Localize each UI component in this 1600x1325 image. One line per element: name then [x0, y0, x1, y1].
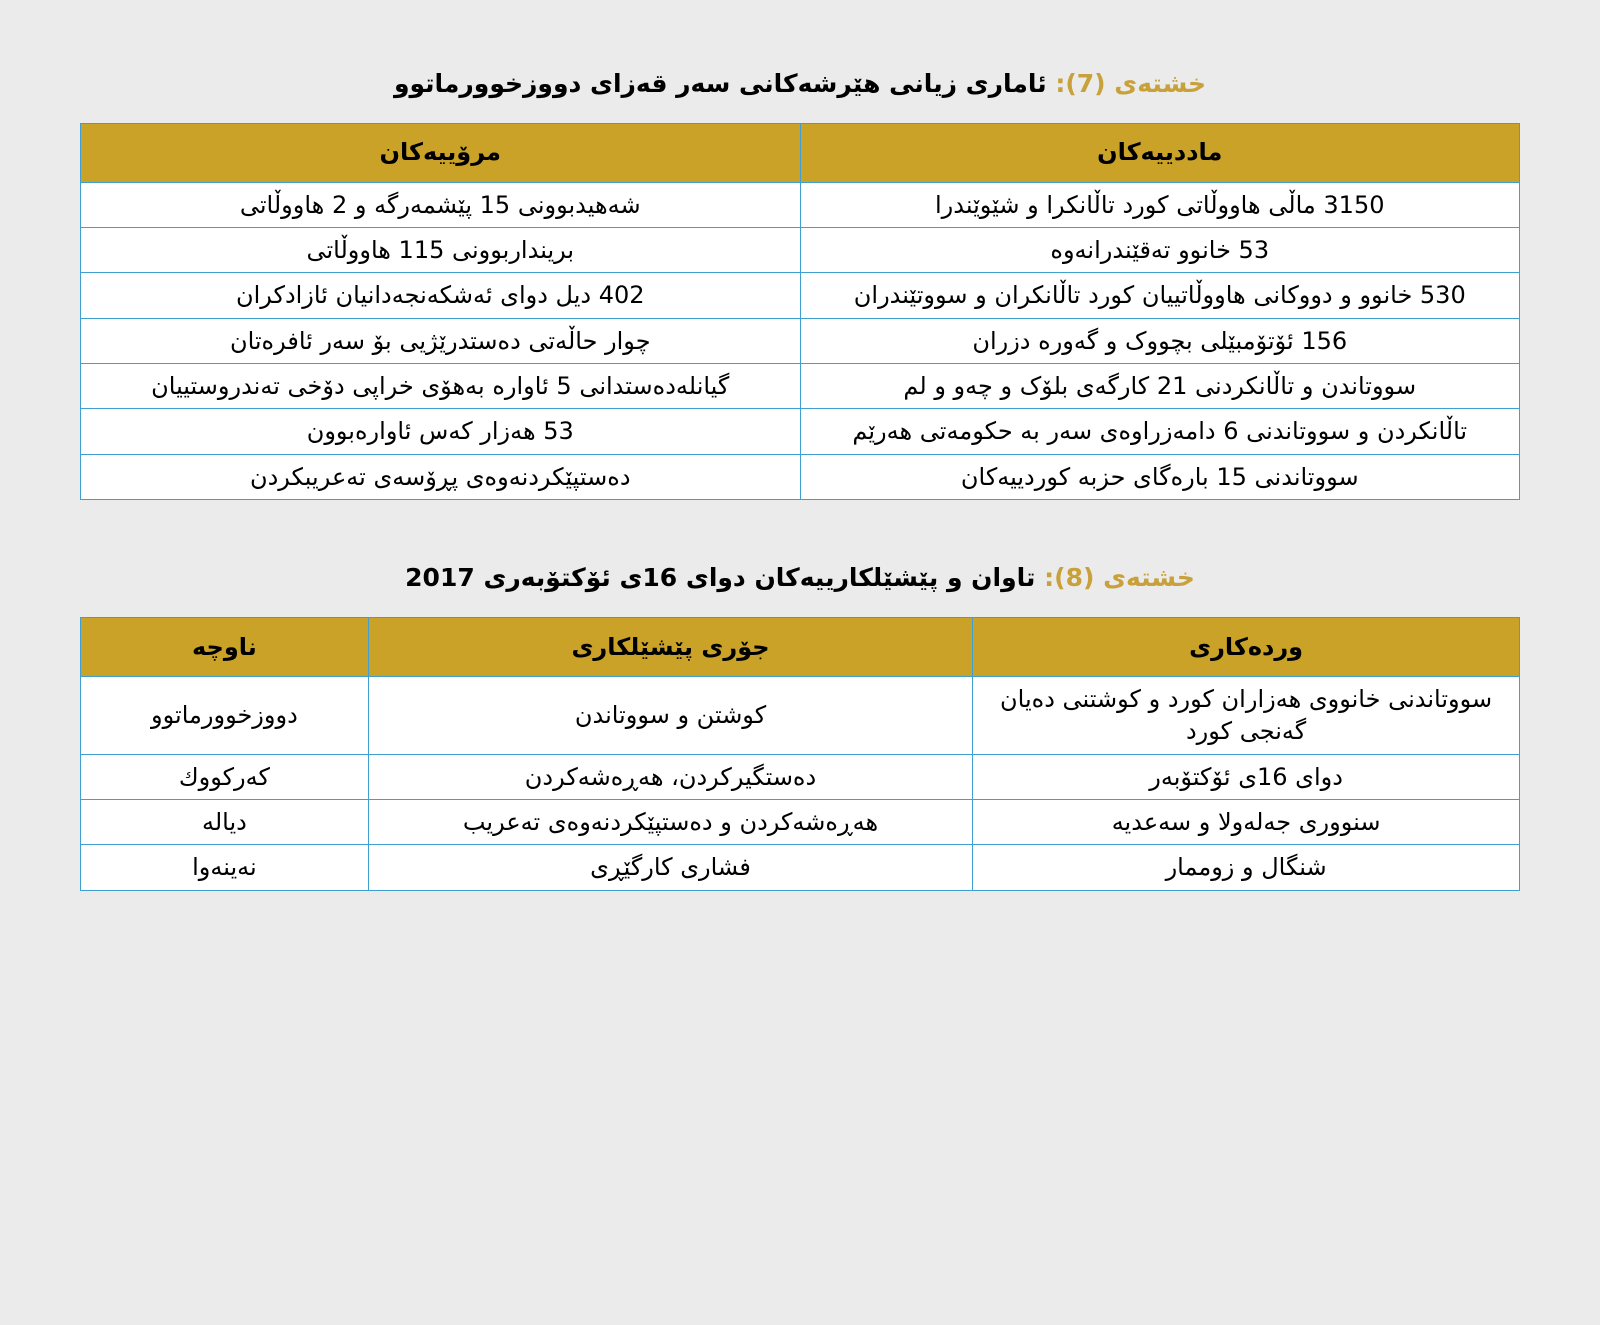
table-7-cell-human: 53 هەزار کەس ئاوارەبوون: [81, 409, 801, 454]
table-row: [81, 409, 1520, 454]
table-row: [81, 318, 1520, 363]
table-7-head: [81, 123, 1520, 182]
table-7-cell-human: چوار حاڵەتی دەستدرێژیی بۆ سەر ئافرەتان: [81, 318, 801, 363]
table-8-caption-text: تاوان و پێشێلکارییەکان دوای 16ی ئۆکتۆبەری 2017: [405, 563, 1045, 593]
table-7-cell-human: برینداربوونی 115 هاووڵاتی: [81, 227, 801, 272]
table-8: [80, 617, 1520, 891]
table-7-header-row: [81, 123, 1520, 182]
table-8-cell-area: نەینەوا: [81, 845, 369, 890]
table-7-header-human: مرۆییەکان: [81, 123, 801, 182]
document-page: [0, 68, 1600, 1325]
table-row: [81, 273, 1520, 318]
table-7-cell-material: سووتاندن و تاڵانکردنی 21 کارگەی بلۆک و چەو و لم: [800, 364, 1520, 409]
table-7-caption: [80, 68, 1520, 101]
table-row: [81, 845, 1520, 890]
table-row: [81, 454, 1520, 499]
table-7-cell-material: 156 ئۆتۆمبێلی بچووک و گەورە دزران: [800, 318, 1520, 363]
table-row: [81, 364, 1520, 409]
table-8-header-row: [81, 617, 1520, 676]
table-8-cell-details: دوای 16ی ئۆکتۆبەر: [973, 754, 1520, 799]
table-8-cell-type: دەستگیرکردن، هەڕەشەکردن: [368, 754, 972, 799]
table-7-cell-material: تاڵانکردن و سووتاندنی 6 دامەزراوەی سەر بە حکومەتی هەرێم: [800, 409, 1520, 454]
table-8-cell-type: هەڕەشەکردن و دەستپێکردنەوەی تەعریب: [368, 799, 972, 844]
table-8-cell-type: فشاری کارگێڕی: [368, 845, 972, 890]
table-7-cell-human: دەستپێکردنەوەی پڕۆسەی تەعریبکردن: [81, 454, 801, 499]
table-row: [81, 676, 1520, 754]
table-8-cell-details: سووتاندنی خانووی هەزاران کورد و کوشتنی دەیان گەنجی کورد: [973, 676, 1520, 754]
table-8-header-area: ناوچە: [81, 617, 369, 676]
table-row: [81, 227, 1520, 272]
table-8-cell-type: کوشتن و سووتاندن: [368, 676, 972, 754]
table-7-cell-human: گیانلەدەستدانی 5 ئاوارە بەهۆی خراپی دۆخی تەندروستییان: [81, 364, 801, 409]
table-8-caption-number: خشتەی (8):: [1044, 563, 1195, 593]
table-7-cell-material: 53 خانوو تەقێندرانەوە: [800, 227, 1520, 272]
table-7-caption-number: خشتەی (7):: [1055, 69, 1207, 98]
table-row: [81, 754, 1520, 799]
table-7-body: [81, 182, 1520, 500]
table-8-caption: [80, 562, 1520, 595]
table-8-header-type: جۆری پێشێلکاری: [368, 617, 972, 676]
table-8-cell-details: سنووری جەلەولا و سەعدیە: [973, 799, 1520, 844]
table-7-cell-human: 402 دیل دوای ئەشکەنجەدانیان ئازادکران: [81, 273, 801, 318]
table-row: [81, 799, 1520, 844]
table-8-head: [81, 617, 1520, 676]
table-row: [81, 182, 1520, 227]
table-7-cell-material: 3150 ماڵی هاووڵاتی کورد تاڵانکرا و شێوێندرا: [800, 182, 1520, 227]
table-7: [80, 123, 1520, 501]
table-8-header-details: وردەکاری: [973, 617, 1520, 676]
table-7-caption-text: ئاماری زیانی هێرشەکانی سەر قەزای دووزخوورماتوو: [393, 69, 1056, 98]
table-7-cell-material: سووتاندنی 15 بارەگای حزبە کوردییەکان: [800, 454, 1520, 499]
table-7-cell-material: 530 خانوو و دووکانی هاووڵاتییان کورد تاڵانکران و سووتێندران: [800, 273, 1520, 318]
table-8-cell-area: دووزخوورماتوو: [81, 676, 369, 754]
table-8-cell-details: شنگال و زوممار: [973, 845, 1520, 890]
table-8-cell-area: کەرکووك: [81, 754, 369, 799]
table-7-header-material: ماددییەکان: [800, 123, 1520, 182]
table-7-block: [80, 68, 1520, 500]
table-7-cell-human: شەهیدبوونی 15 پێشمەرگە و 2 هاووڵاتی: [81, 182, 801, 227]
table-8-body: [81, 676, 1520, 890]
table-8-block: [80, 562, 1520, 890]
table-8-cell-area: دیالە: [81, 799, 369, 844]
